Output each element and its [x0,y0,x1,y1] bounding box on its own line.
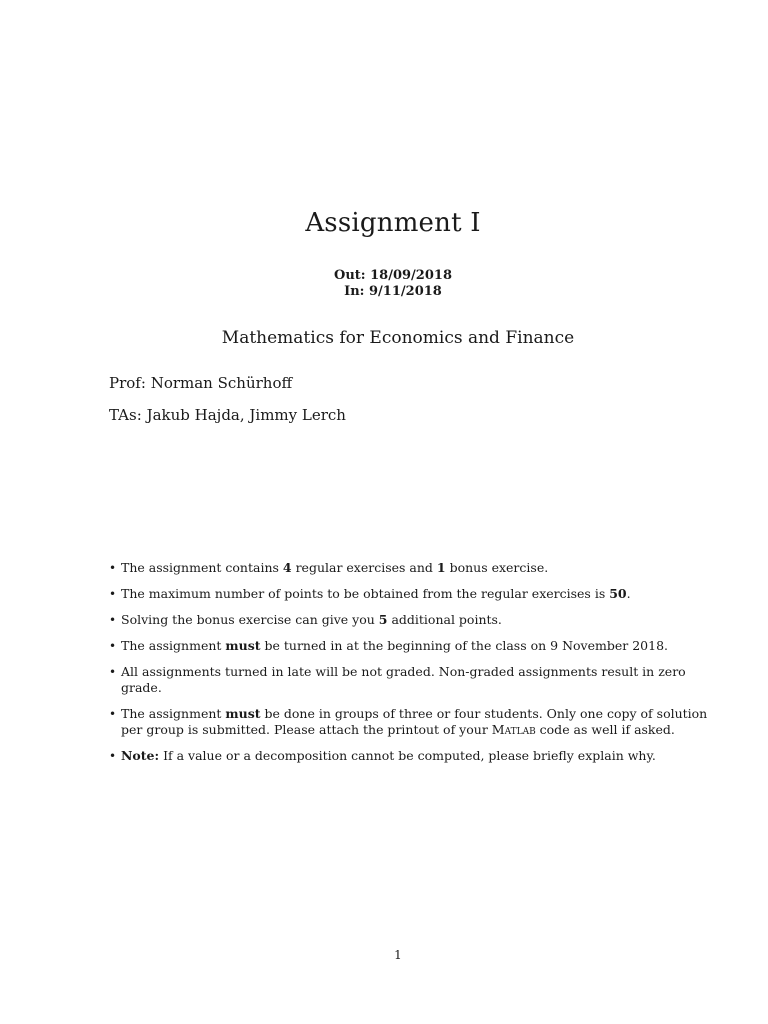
list-item: • Note: If a value or a decomposition cannot be computed, please briefly explain why. [109,748,656,763]
list-item: • The assignment must be done in groups of three or four students. Only one copy of solution per group is submitted. Please attach the printout of your Matlab code as well if asked. [109,706,708,737]
list-item: • The assignment must be turned in at the beginning of the class on 9 November 2018. [109,638,668,653]
professor-line [109,374,292,392]
list-item: • The maximum number of points to be obtained from the regular exercises is 50. [109,586,631,601]
matlab-name: Matlab [491,722,536,737]
list-item: • Solving the bonus exercise can give you 5 additional points. [109,612,502,627]
teaching-assistants-line [109,406,346,424]
document-title: Assignment I [305,208,481,238]
course-title: Mathematics for Economics and Finance [221,328,575,348]
out-date: 18/09/2018 [370,268,452,283]
tas-label: TAs: [109,406,142,424]
out-label: Out: [334,268,366,283]
out-date-line [0,268,768,284]
prof-label: Prof: [109,374,146,392]
rules-list [109,560,719,774]
page-number: 1 [394,948,402,962]
in-label: In: [344,284,365,299]
bullet-icon: • [109,613,117,627]
bullet-icon: • [109,639,117,653]
in-date-line [0,284,768,300]
bullet-icon: • [109,561,117,575]
bullet-icon: • [109,665,117,679]
date-block [0,268,768,300]
list-item: • The assignment contains 4 regular exercises and 1 bonus exercise. [109,560,549,575]
tas-names: Jakub Hajda, Jimmy Lerch [146,406,346,424]
bullet-icon: • [109,707,117,721]
bullet-icon: • [109,587,117,601]
list-item: • All assignments turned in late will be not graded. Non-graded assignments result in zero grade. [109,664,686,695]
bullet-icon: • [109,749,117,763]
prof-name: Norman Schürhoff [150,374,293,392]
in-date: 9/11/2018 [369,284,442,299]
